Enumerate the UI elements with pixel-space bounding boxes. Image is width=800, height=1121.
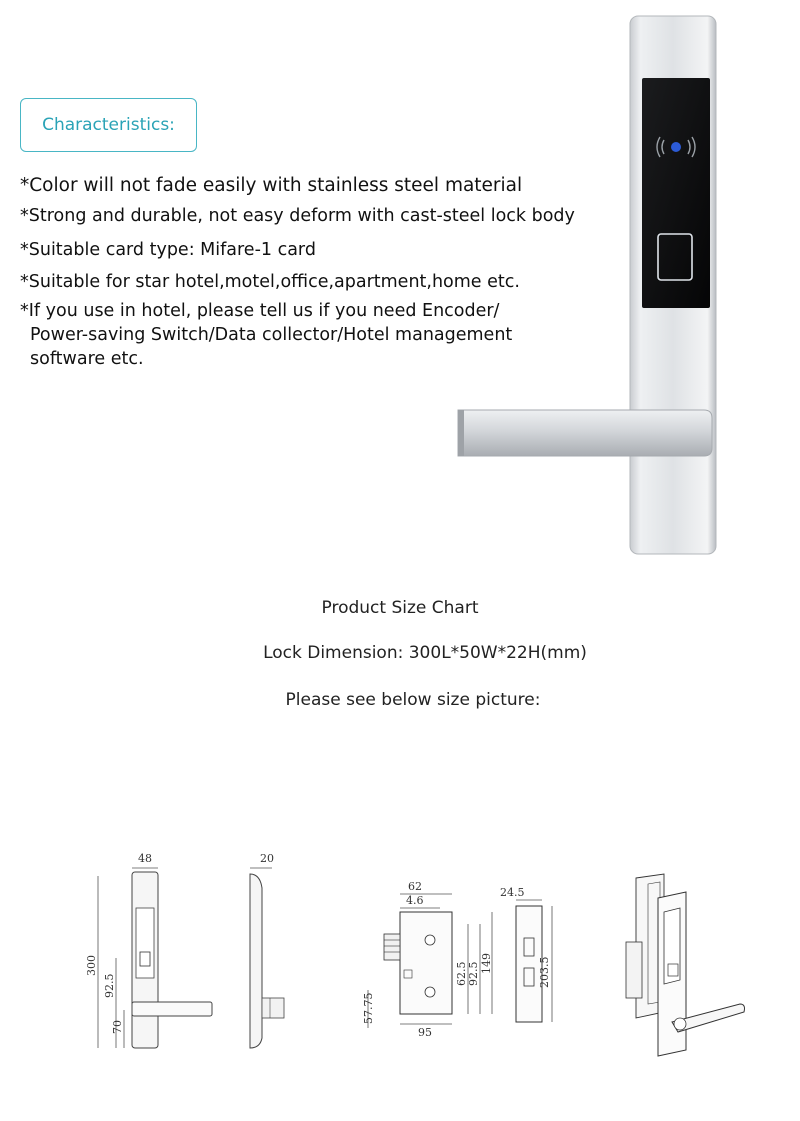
strike-plate-drawing (500, 882, 560, 1032)
dim-mortise-left: 57.75 (362, 992, 375, 1024)
dim-mortise-b: 92.5 (467, 961, 480, 986)
dim-plate-height: 203.5 (538, 956, 551, 988)
lock-dimension-text: Lock Dimension: 300L*50W*22H(mm) (263, 643, 587, 663)
feature-item: *Suitable card type: Mifare-1 card (20, 240, 316, 260)
feature-item: software etc. (30, 349, 144, 369)
dim-mortise-a: 62.5 (455, 961, 468, 986)
dim-plate-width: 24.5 (500, 886, 525, 899)
feature-item: *Strong and durable, not easy deform with cast-steel lock body (20, 206, 575, 226)
dim-mortise-bottom: 95 (418, 1026, 432, 1039)
feature-item: *Suitable for star hotel,motel,office,apartment,home etc. (20, 272, 520, 292)
front-view-drawing (80, 848, 220, 1058)
dim-front-low: 70 (111, 1020, 124, 1034)
dim-front-mid: 92.5 (103, 973, 116, 998)
size-chart-title: Product Size Chart (321, 598, 479, 618)
dim-mortise-c: 149 (480, 953, 493, 974)
feature-item: *If you use in hotel, please tell us if you need Encoder/ (20, 301, 500, 321)
side-view-drawing (238, 848, 298, 1058)
see-below-text: Please see below size picture: (285, 690, 541, 710)
feature-item: Power-saving Switch/Data collector/Hotel management (30, 325, 513, 345)
dim-front-height: 300 (85, 955, 98, 976)
assembly-drawing (608, 872, 758, 1062)
dim-mortise-backset: 4.6 (406, 894, 424, 907)
lock-product-image (450, 10, 730, 560)
characteristics-badge (20, 98, 197, 152)
dim-mortise-top: 62 (408, 880, 422, 893)
feature-item: *Color will not fade easily with stainless steel material (20, 175, 523, 196)
dim-front-width: 48 (138, 852, 152, 865)
dim-side-depth: 20 (260, 852, 274, 865)
characteristics-label: Characteristics: (42, 115, 175, 135)
mortise-drawing (360, 878, 500, 1038)
